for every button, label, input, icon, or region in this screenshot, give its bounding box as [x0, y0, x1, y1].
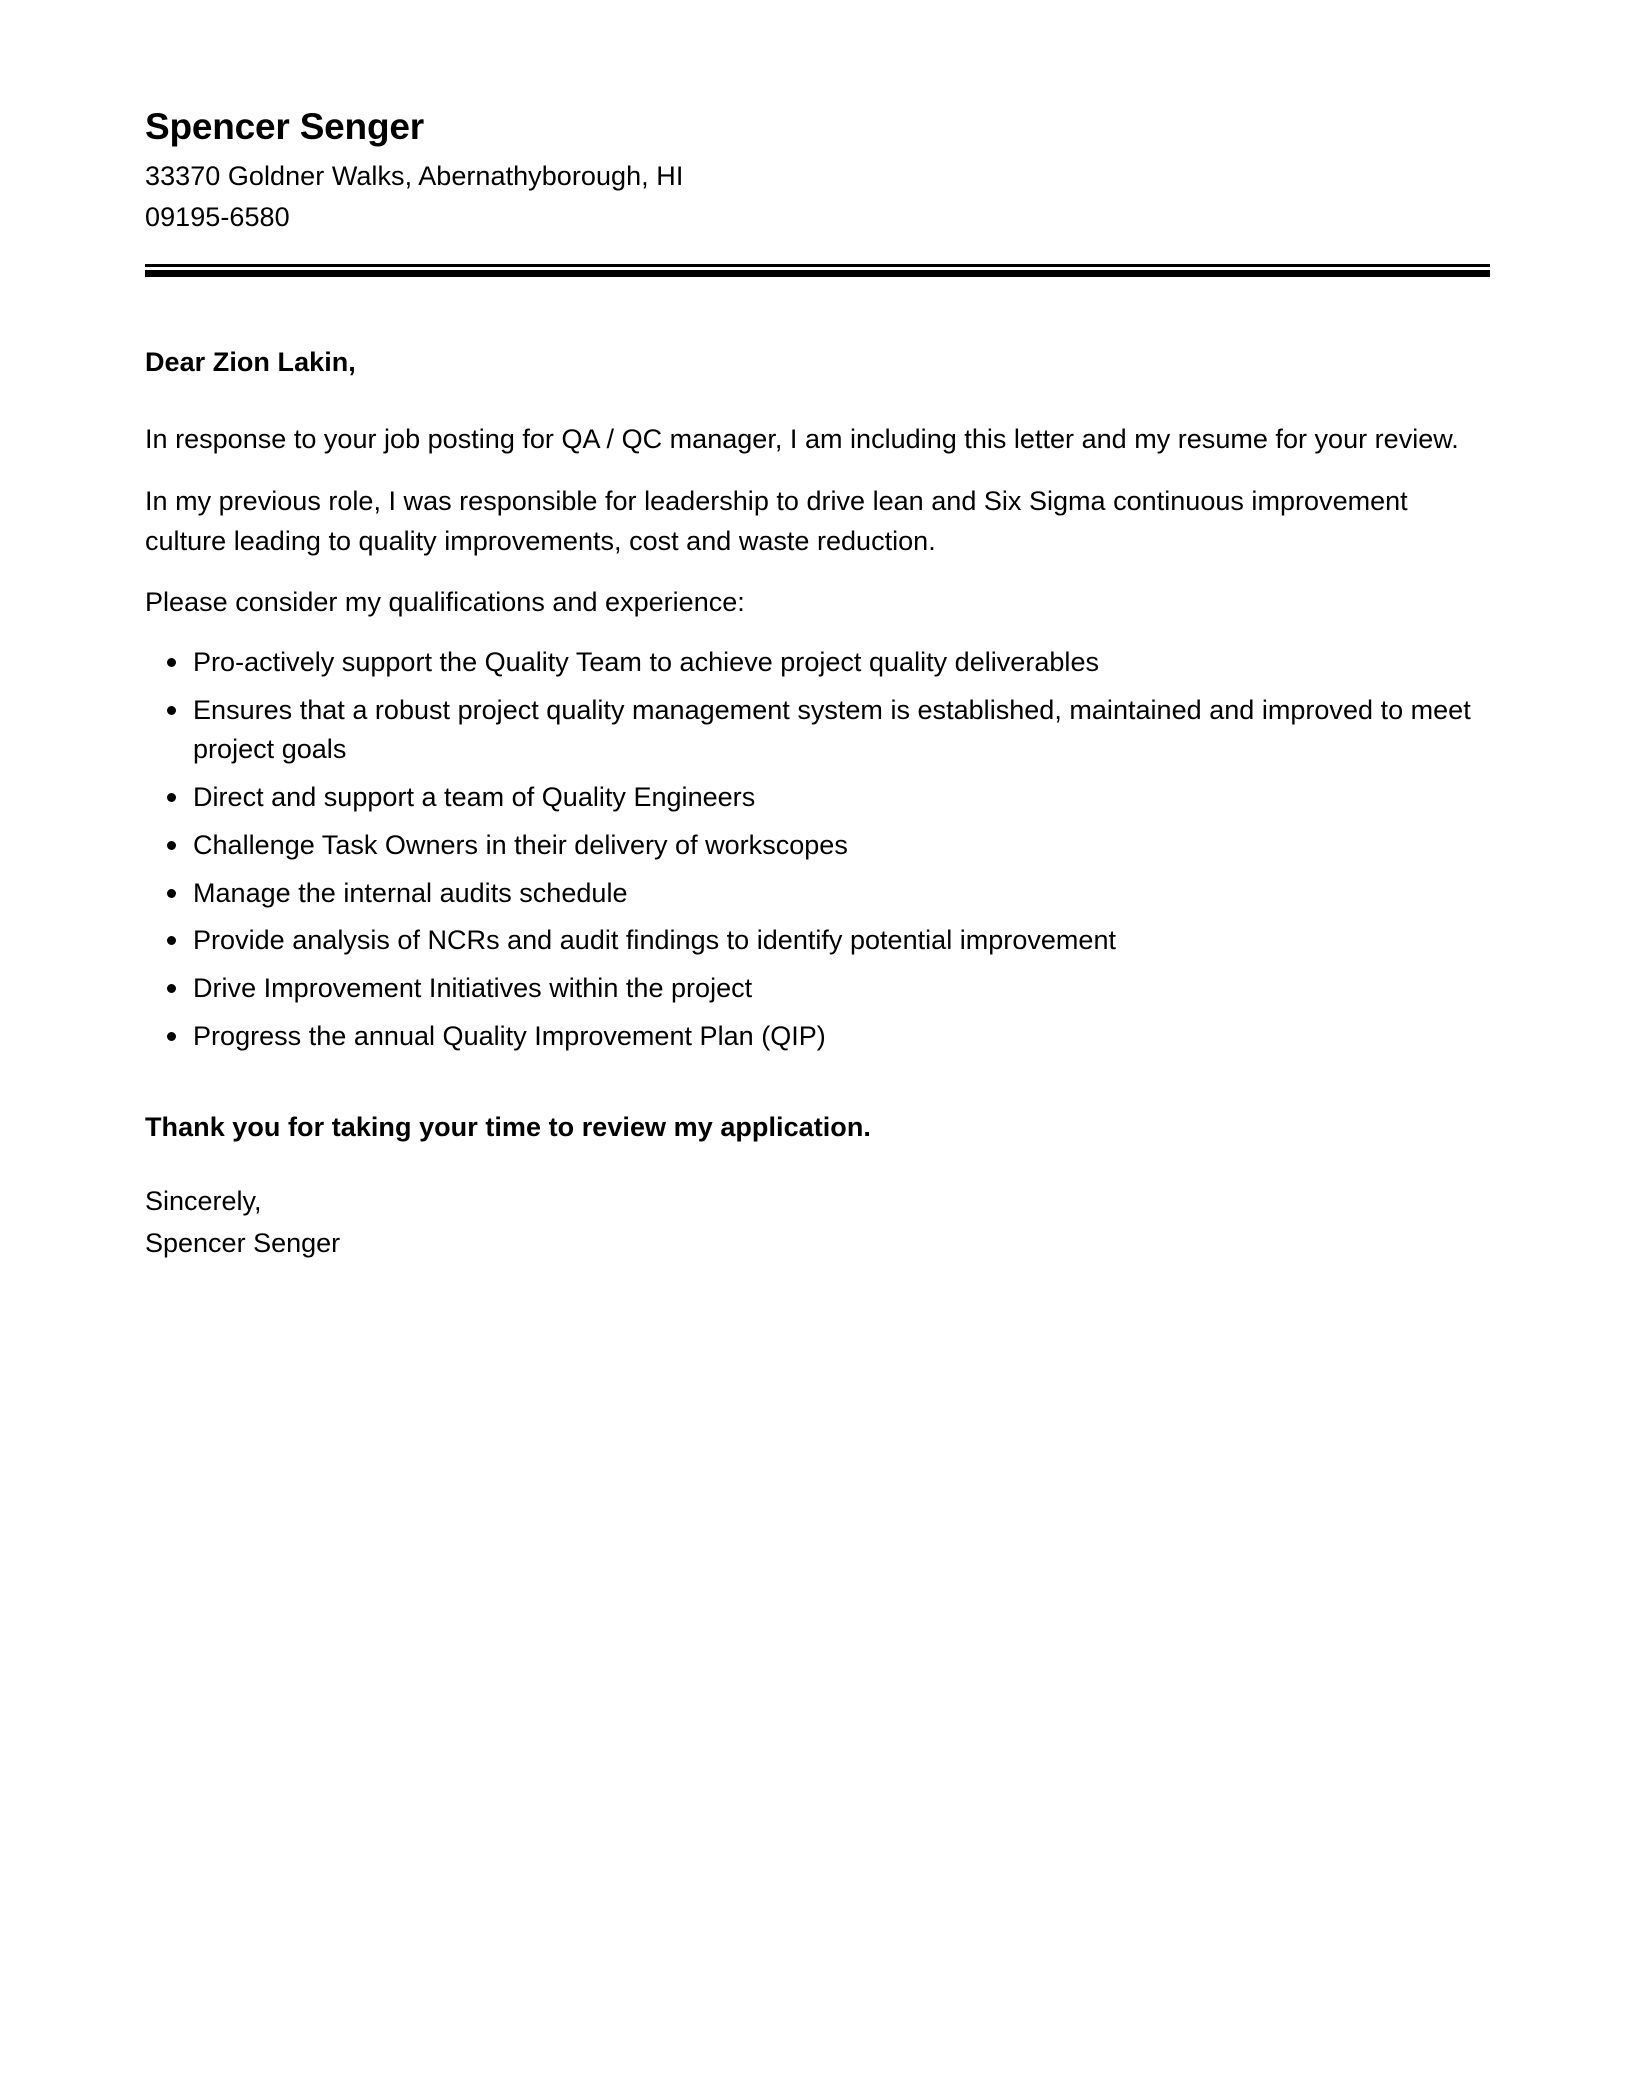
list-item-text: Ensures that a robust project quality management system is established, maintained and improved to meet project goals — [193, 694, 1471, 765]
signer-name: Spencer Senger — [145, 1228, 341, 1259]
list-item — [145, 874, 1490, 914]
bullet-icon — [167, 793, 176, 802]
sender-name: Spencer Senger — [145, 106, 424, 147]
list-item — [145, 1017, 1490, 1057]
list-item — [145, 921, 1490, 961]
paragraph-intro: In response to your job posting for QA / QC manager, I am including this letter and my resume for your review. — [145, 424, 1459, 455]
qualifications-list — [145, 643, 1490, 1056]
sender-phone: 09195-6580 — [145, 201, 290, 232]
bullet-icon — [167, 889, 176, 898]
paragraph-list-lead-in: Please consider my qualifications and experience: — [145, 587, 745, 618]
list-item — [145, 778, 1490, 818]
header-divider — [145, 264, 1490, 277]
divider-thick-rule — [145, 270, 1490, 277]
sender-address: 33370 Goldner Walks, Abernathyborough, HI — [145, 160, 684, 191]
bullet-icon — [167, 706, 176, 715]
letter-body — [145, 343, 1490, 1264]
list-item-text: Pro-actively support the Quality Team to achieve project quality deliverables — [193, 647, 1099, 678]
list-item-text: Drive Improvement Initiatives within the project — [193, 972, 753, 1003]
list-item-text: Provide analysis of NCRs and audit findings to identify potential improvement — [193, 925, 1117, 956]
bullet-icon — [167, 984, 176, 993]
letter-sheet — [145, 0, 1490, 1267]
list-item — [145, 826, 1490, 866]
list-item — [145, 643, 1490, 683]
list-item-text: Challenge Task Owners in their delivery of workscopes — [193, 829, 848, 860]
bullet-icon — [167, 936, 176, 945]
sign-off — [145, 1182, 1490, 1264]
paragraph-experience: In my previous role, I was responsible for leadership to drive lean and Six Sigma continuous improvement culture leading to quality improvements, cost and waste reduction. — [145, 486, 1408, 556]
salutation: Dear Zion Lakin, — [145, 346, 356, 377]
list-item — [145, 969, 1490, 1009]
list-item-text: Progress the annual Quality Improvement Plan (QIP) — [193, 1020, 826, 1051]
bullet-icon — [167, 1032, 176, 1041]
bullet-icon — [167, 841, 176, 850]
valediction: Sincerely, — [145, 1185, 262, 1216]
list-item-text: Direct and support a team of Quality Engineers — [193, 782, 756, 813]
bullet-icon — [167, 658, 176, 667]
closing-thanks: Thank you for taking your time to review my application. — [145, 1112, 871, 1143]
list-item-text: Manage the internal audits schedule — [193, 877, 628, 908]
letterhead — [145, 0, 1490, 238]
list-item — [145, 691, 1490, 770]
